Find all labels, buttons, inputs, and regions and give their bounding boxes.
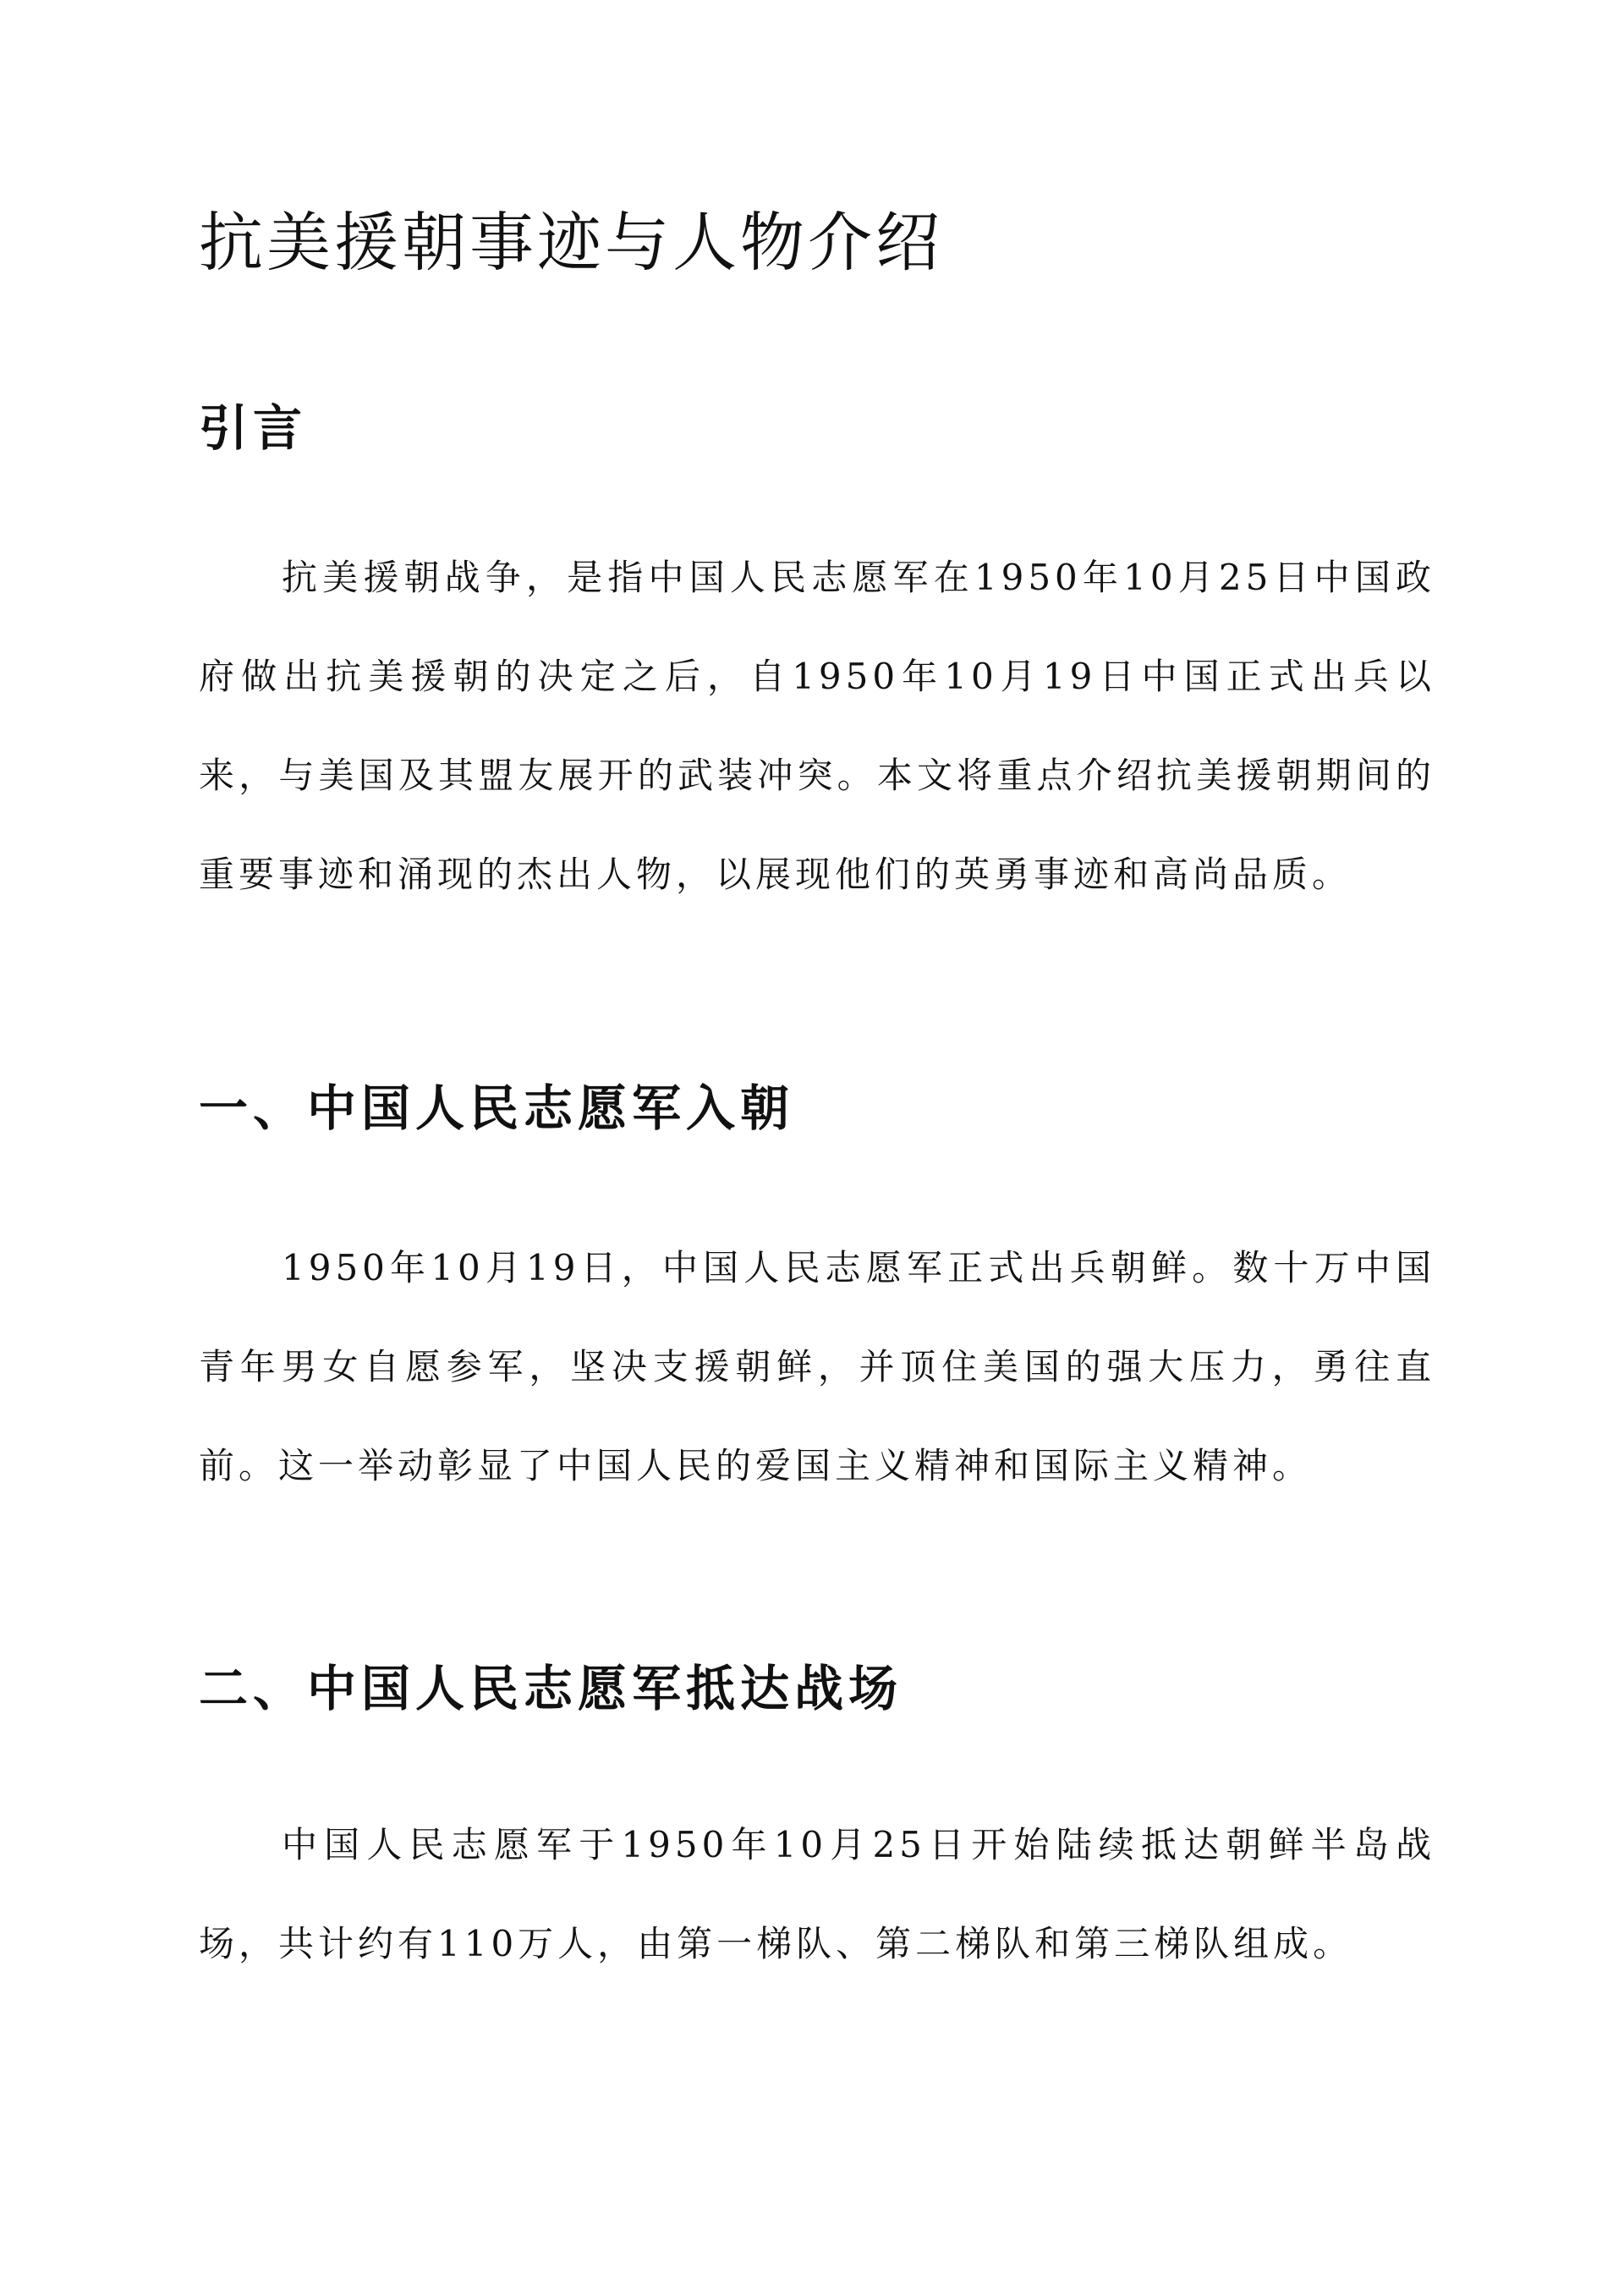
section-heading-1: 一、中国人民志愿军入朝: [199, 1079, 795, 1137]
section-heading-2: 二、中国人民志愿军抵达战场: [199, 1660, 903, 1717]
section-paragraph-2: 中国人民志愿军于1950年10月25日开始陆续抵达朝鲜半岛战场，共计约有110万人，由第一梯队、第二梯队和第三梯队组成。: [199, 1824, 1435, 1964]
section-paragraph-intro: 抗美援朝战争，是指中国人民志愿军在1950年10月25日中国政府做出抗美援朝的决定之后，自1950年10月19日中国正式出兵以来，与美国及其盟友展开的武装冲突。本文将重点介绍抗美援朝期间的重要事迹和涌现的杰出人物，以展现他们的英勇事迹和高尚品质。: [199, 557, 1435, 895]
section-paragraph-1: 1950年10月19日，中国人民志愿军正式出兵朝鲜。数十万中国青年男女自愿参军，坚决支援朝鲜，并顶住美国的强大压力，勇往直前。这一举动彰显了中国人民的爱国主义精神和国际主义精神。: [199, 1247, 1435, 1486]
document-title: 抗美援朝事迹与人物介绍: [199, 205, 943, 280]
section-heading-intro: 引言: [199, 399, 308, 457]
